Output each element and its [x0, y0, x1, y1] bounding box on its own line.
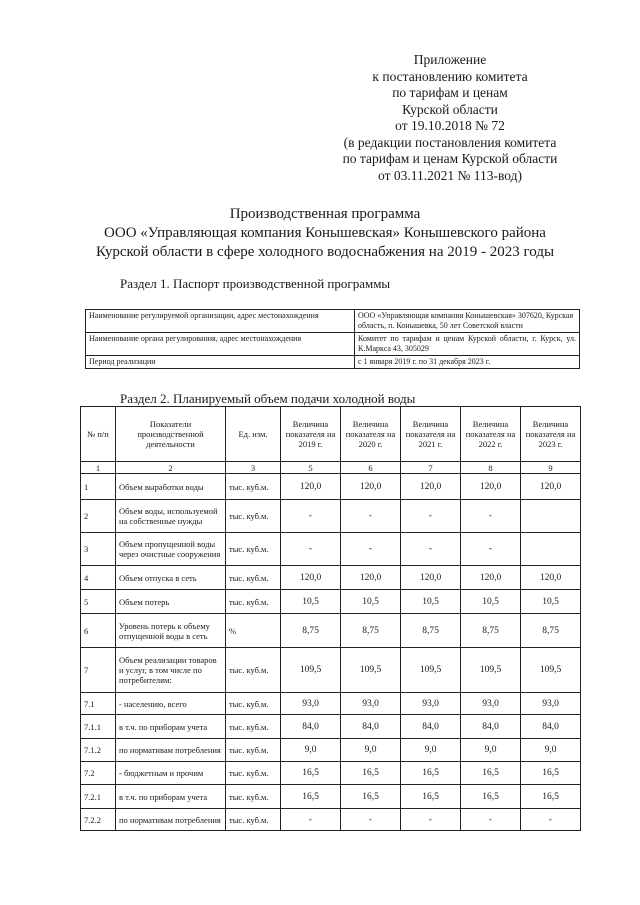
value-2023: 16,5 [521, 785, 581, 809]
row-number: 2 [81, 500, 116, 533]
passport-label: Наименование регулируемой организации, адрес местонахождения [86, 310, 355, 333]
header-unit: Ед. изм. [226, 407, 281, 462]
value-2019: - [281, 809, 341, 831]
passport-label: Период реализации [86, 356, 355, 369]
row-unit: тыс. куб.м. [226, 785, 281, 809]
value-2019: - [281, 500, 341, 533]
value-2023 [521, 500, 581, 533]
row-unit: тыс. куб.м. [226, 693, 281, 715]
table-row [81, 715, 581, 739]
row-unit: тыс. куб.м. [226, 474, 281, 500]
value-2020: 16,5 [341, 762, 401, 785]
row-unit: тыс. куб.м. [226, 590, 281, 614]
value-2021: - [401, 500, 461, 533]
value-2023: 84,0 [521, 715, 581, 739]
passport-value: ООО «Управляющая компания Конышевская» 307620, Курская область, п. Конышевка, 50 лет Советской власти [355, 310, 580, 333]
table-row [81, 762, 581, 785]
approval-line: Курской области [402, 101, 498, 117]
row-number: 6 [81, 614, 116, 648]
col-number: 9 [521, 462, 581, 474]
row-number: 7.2.2 [81, 809, 116, 831]
col-number: 1 [81, 462, 116, 474]
approval-line: (в редакции постановления комитета [343, 134, 557, 150]
passport-table [85, 309, 580, 369]
table-row [86, 356, 580, 369]
row-indicator: по нормативам потребления [116, 809, 226, 831]
table-row [86, 310, 580, 333]
row-number: 7.2 [81, 762, 116, 785]
passport-label: Наименование органа регулирования, адрес местонахождения [86, 333, 355, 356]
value-2023: 16,5 [521, 762, 581, 785]
value-2022: 120,0 [461, 566, 521, 590]
value-2022: 9,0 [461, 739, 521, 762]
title-line: ООО «Управляющая компания Конышевская» Конышевского района [104, 225, 546, 241]
row-unit: тыс. куб.м. [226, 566, 281, 590]
approval-line: от 19.10.2018 № 72 [395, 118, 505, 133]
value-2021: 84,0 [401, 715, 461, 739]
value-2020: - [341, 809, 401, 831]
row-unit: % [226, 614, 281, 648]
row-indicator: Объем потерь [116, 590, 226, 614]
table-row [81, 693, 581, 715]
value-2019: 84,0 [281, 715, 341, 739]
value-2020: 9,0 [341, 739, 401, 762]
col-number: 2 [116, 462, 226, 474]
row-indicator: в т.ч. по приборам учета [116, 785, 226, 809]
table-row [81, 648, 581, 693]
col-number: 7 [401, 462, 461, 474]
value-2023: 120,0 [521, 566, 581, 590]
approval-line: к постановлению комитета [372, 68, 528, 84]
col-number: 5 [281, 462, 341, 474]
value-2022: 93,0 [461, 693, 521, 715]
row-indicator: по нормативам потребления [116, 739, 226, 762]
value-2021: 93,0 [401, 693, 461, 715]
section-1-heading: Раздел 1. Паспорт производственной программы [120, 276, 391, 291]
value-2019: 16,5 [281, 785, 341, 809]
value-2022: - [461, 500, 521, 533]
row-indicator: Объем пропущенной воды через очистные сооружения [116, 533, 226, 566]
value-2019: - [281, 533, 341, 566]
row-number: 4 [81, 566, 116, 590]
value-2019: 10,5 [281, 590, 341, 614]
value-2022: 10,5 [461, 590, 521, 614]
header-2019: Величина показателя на 2019 г. [281, 407, 341, 462]
row-indicator: в т.ч. по приборам учета [116, 715, 226, 739]
header-2020: Величина показателя на 2020 г. [341, 407, 401, 462]
table-row [81, 590, 581, 614]
row-indicator: - населению, всего [116, 693, 226, 715]
value-2022: 16,5 [461, 785, 521, 809]
value-2022: 8,75 [461, 614, 521, 648]
row-number: 3 [81, 533, 116, 566]
column-number-row [81, 462, 581, 474]
col-number: 3 [226, 462, 281, 474]
value-2022: 16,5 [461, 762, 521, 785]
row-number: 1 [81, 474, 116, 500]
passport-value: Комитет по тарифам и ценам Курской области, г. Курск, ул. К.Маркса 43, 305029 [355, 333, 580, 356]
header-2023: Величина показателя на 2023 г. [521, 407, 581, 462]
row-indicator: Объем реализации товаров и услуг, в том числе по потребителям: [116, 648, 226, 693]
table-row [81, 739, 581, 762]
value-2021: 109,5 [401, 648, 461, 693]
table-row [81, 809, 581, 831]
plan-table [80, 406, 581, 831]
value-2021: 16,5 [401, 785, 461, 809]
value-2020: 84,0 [341, 715, 401, 739]
title-line: Производственная программа [229, 206, 421, 222]
value-2020: 109,5 [341, 648, 401, 693]
approval-line: от 03.11.2021 № 113-вод) [378, 167, 522, 183]
row-indicator: - бюджетным и прочим [116, 762, 226, 785]
approval-line: по тарифам и ценам Курской области [342, 151, 558, 166]
value-2021: 120,0 [401, 474, 461, 500]
value-2019: 93,0 [281, 693, 341, 715]
value-2023: 120,0 [521, 474, 581, 500]
row-number: 7.1.2 [81, 739, 116, 762]
value-2022: 120,0 [461, 474, 521, 500]
row-unit: тыс. куб.м. [226, 500, 281, 533]
row-indicator: Объем выработки воды [116, 474, 226, 500]
header-2022: Величина показателя на 2022 г. [461, 407, 521, 462]
value-2019: 8,75 [281, 614, 341, 648]
row-number: 5 [81, 590, 116, 614]
value-2021: 9,0 [401, 739, 461, 762]
value-2019: 9,0 [281, 739, 341, 762]
value-2020: 93,0 [341, 693, 401, 715]
value-2020: 16,5 [341, 785, 401, 809]
section-2-heading: Раздел 2. Планируемый объем подачи холодной воды [120, 391, 416, 406]
row-unit: тыс. куб.м. [226, 648, 281, 693]
row-unit: тыс. куб.м. [226, 715, 281, 739]
value-2022: - [461, 533, 521, 566]
row-unit: тыс. куб.м. [226, 533, 281, 566]
value-2019: 16,5 [281, 762, 341, 785]
approval-line: Приложение [413, 52, 487, 67]
col-number: 8 [461, 462, 521, 474]
value-2020: - [341, 500, 401, 533]
value-2023: 10,5 [521, 590, 581, 614]
row-number: 7.1 [81, 693, 116, 715]
value-2021: 8,75 [401, 614, 461, 648]
value-2020: - [341, 533, 401, 566]
value-2020: 8,75 [341, 614, 401, 648]
col-number: 6 [341, 462, 401, 474]
value-2021: 10,5 [401, 590, 461, 614]
row-indicator: Объем отпуска в сеть [116, 566, 226, 590]
table-row [81, 614, 581, 648]
value-2023: 109,5 [521, 648, 581, 693]
value-2020: 120,0 [341, 566, 401, 590]
header-row [81, 407, 581, 462]
value-2023: 9,0 [521, 739, 581, 762]
value-2023: 93,0 [521, 693, 581, 715]
value-2022: 109,5 [461, 648, 521, 693]
value-2023: 8,75 [521, 614, 581, 648]
table-row [81, 566, 581, 590]
value-2019: 120,0 [281, 474, 341, 500]
value-2020: 10,5 [341, 590, 401, 614]
value-2023 [521, 533, 581, 566]
title-line: Курской области в сфере холодного водоснабжения на 2019 - 2023 годы [95, 244, 555, 260]
table-row [81, 474, 581, 500]
passport-value: с 1 января 2019 г. по 31 декабря 2023 г. [355, 356, 580, 369]
value-2019: 109,5 [281, 648, 341, 693]
row-number: 7 [81, 648, 116, 693]
approval-block [300, 52, 600, 184]
value-2022: - [461, 809, 521, 831]
table-row [81, 785, 581, 809]
table-row [86, 333, 580, 356]
row-indicator: Уровень потерь к объему отпущенной воды в сеть [116, 614, 226, 648]
value-2021: - [401, 533, 461, 566]
value-2020: 120,0 [341, 474, 401, 500]
table-row [81, 500, 581, 533]
value-2019: 120,0 [281, 566, 341, 590]
value-2021: 16,5 [401, 762, 461, 785]
value-2021: 120,0 [401, 566, 461, 590]
header-indicator: Показатели производственной деятельности [116, 407, 226, 462]
row-unit: тыс. куб.м. [226, 762, 281, 785]
header-num: № п/п [81, 407, 116, 462]
row-unit: тыс. куб.м. [226, 809, 281, 831]
table-row [81, 533, 581, 566]
approval-line: по тарифам и ценам [392, 85, 508, 100]
header-2021: Величина показателя на 2021 г. [401, 407, 461, 462]
document-title [60, 205, 590, 262]
row-unit: тыс. куб.м. [226, 739, 281, 762]
row-number: 7.2.1 [81, 785, 116, 809]
value-2022: 84,0 [461, 715, 521, 739]
value-2023: - [521, 809, 581, 831]
value-2021: - [401, 809, 461, 831]
row-indicator: Объем воды, используемой на собственные нужды [116, 500, 226, 533]
row-number: 7.1.1 [81, 715, 116, 739]
